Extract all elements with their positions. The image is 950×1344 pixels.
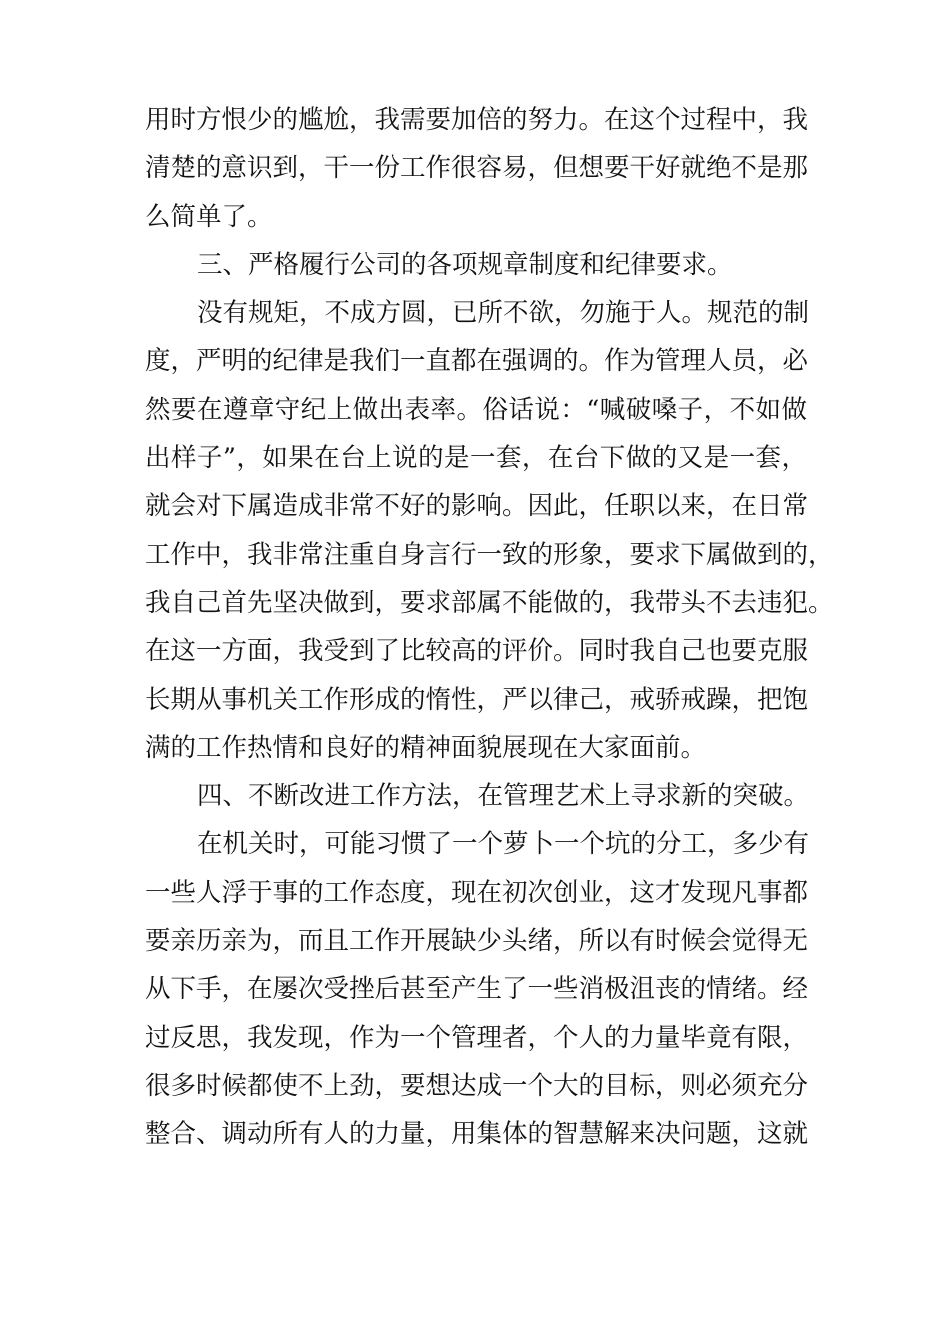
text-line: 没有规矩，不成方圆，已所不欲，勿施于人。规范的制 xyxy=(197,298,810,329)
text-line: 用时方恨少的尴尬，我需要加倍的努力。在这个过程中，我 xyxy=(145,105,809,135)
text-line: 就会对下属造成非常不好的影响。因此，任职以来，在日常 xyxy=(145,491,809,522)
text-line: 度，严明的纪律是我们一直都在强调的。作为管理人员，必 xyxy=(145,346,809,377)
text-line: 然要在遵章守纪上做出表率。俗话说：“喊破嗓子，不如做 xyxy=(145,394,807,425)
text-line: 从下手，在屡次受挫后甚至产生了一些消极沮丧的情绪。经 xyxy=(145,974,809,1005)
text-line: 我自己首先坚决做到，要求部属不能做的，我带头不去违犯。 xyxy=(145,587,834,618)
text-line: 工作中，我非常注重自身言行一致的形象，要求下属做到的， xyxy=(145,539,834,570)
section-heading: 三、严格履行公司的各项规章制度和纪律要求。 xyxy=(197,249,733,280)
text-line: 清楚的意识到，干一份工作很容易，但想要干好就绝不是那 xyxy=(145,153,809,184)
text-line: 过反思，我发现，作为一个管理者，个人的力量毕竟有限， xyxy=(145,1022,809,1053)
text-line: 出样子”，如果在台上说的是一套，在台下做的又是一套， xyxy=(145,443,807,474)
text-line: 很多时候都使不上劲，要想达成一个大的目标，则必须充分 xyxy=(145,1070,809,1101)
text-line: 长期从事机关工作形成的惰性，严以律己，戒骄戒躁，把饱 xyxy=(145,684,809,715)
text-line: 么简单了。 xyxy=(145,201,273,232)
section-heading: 四、不断改进工作方法，在管理艺术上寻求新的突破。 xyxy=(197,781,810,812)
text-line: 一些人浮于事的工作态度，现在初次创业，这才发现凡事都 xyxy=(145,877,809,908)
text-line: 在这一方面，我受到了比较高的评价。同时我自己也要克服 xyxy=(145,636,809,667)
text-line: 在机关时，可能习惯了一个萝卜一个坑的分工，多少有 xyxy=(197,829,810,860)
text-line: 整合、调动所有人的力量，用集体的智慧解来决问题，这就 xyxy=(145,1119,809,1150)
text-line: 满的工作热情和良好的精神面貌展现在大家面前。 xyxy=(145,732,707,763)
document-body xyxy=(145,96,834,1159)
text-line: 要亲历亲为，而且工作开展缺少头绪，所以有时候会觉得无 xyxy=(145,926,809,957)
